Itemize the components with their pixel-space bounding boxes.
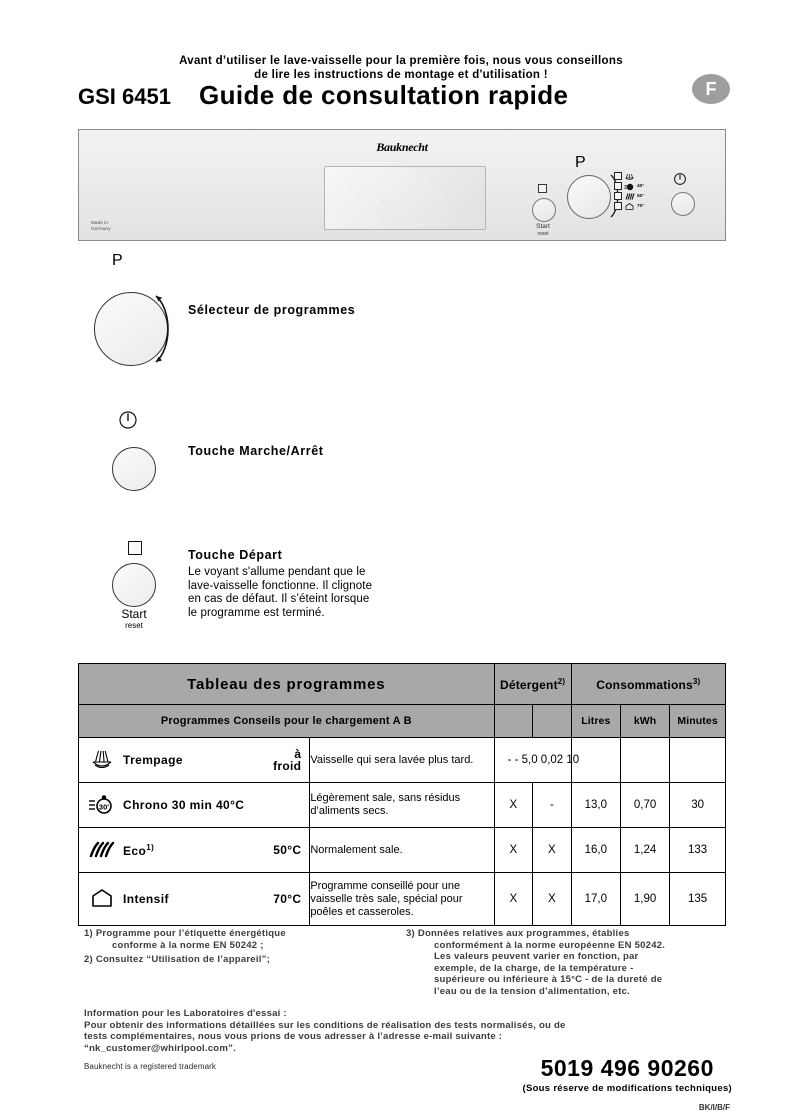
programme-name-label: Eco: [123, 843, 147, 858]
cell-detergent-a: X: [494, 873, 533, 926]
pot-icon: [85, 887, 119, 911]
cell-advice: Normalement sale.: [310, 828, 494, 873]
table-row: [79, 873, 726, 926]
cell-kwh: 0,70: [620, 783, 669, 828]
selector-cap-letter: P: [112, 252, 123, 269]
brand-logo: Bauknecht: [376, 140, 428, 154]
cell-minutes: 135: [670, 873, 726, 926]
header-detergent-a: [494, 705, 533, 738]
eco-hatch-icon: [624, 192, 635, 201]
footnote-3-line-1: 3) Données relatives aux programmes, établies: [406, 928, 630, 939]
model-code: GSI 6451: [78, 84, 171, 109]
selector-rotation-arrow-icon: [152, 290, 178, 368]
cell-litres: 16,0: [571, 828, 620, 873]
footnote-3: [406, 928, 736, 997]
control-panel-illustration: [78, 129, 726, 241]
clock-30-icon: [624, 182, 635, 191]
cell-kwh: 1,24: [620, 828, 669, 873]
legend-selector-cap: [112, 252, 123, 270]
cell-detergent-a: X: [494, 828, 533, 873]
cell-litres: 17,0: [571, 873, 620, 926]
header-consumption-footnote: 3): [692, 676, 701, 686]
cell-advice: Légèrement sale, sans résidus d’aliments secs.: [310, 783, 494, 828]
legend-start-body: [188, 566, 508, 620]
document-code-note: (Sous réserve de modifications techniques): [522, 1083, 732, 1094]
footnote-1: [84, 928, 384, 951]
footnote-2: 2) Consultez “Utilisation de l’appareil”;: [84, 954, 271, 965]
cell-detergent-b: X: [533, 828, 572, 873]
footnotes-right: [406, 928, 736, 1000]
legend-start-body-line-2: lave-vaisselle fonctionne. Il clignote: [188, 579, 373, 592]
header-minutes: Minutes: [670, 705, 726, 738]
led-temp-chrono: 40°: [637, 183, 645, 189]
lab-info-line-2: Pour obtenir des informations détaillées sur les conditions de réalisation des tests normalisés, ou de: [84, 1019, 566, 1031]
cell-detergent-a: X: [494, 783, 533, 828]
trademark-text: Bauknecht is a registered trademark: [84, 1062, 217, 1071]
led-box-icon: [614, 172, 622, 180]
table-header-row-sub: [79, 705, 726, 738]
programme-name: Intensif: [123, 892, 169, 906]
title-row: [78, 80, 738, 111]
led-box-icon: [614, 192, 622, 200]
cell-detergent-b: X: [533, 873, 572, 926]
programme-name: Trempage: [123, 753, 183, 767]
power-icon: [673, 172, 687, 186]
header-consumption-label: Consommations: [596, 677, 693, 692]
legend-start-label-main: Start: [121, 607, 147, 621]
start-indicator-led-icon: [538, 184, 547, 193]
led-box-icon: [614, 182, 622, 190]
cell-litres: 13,0: [571, 783, 620, 828]
legend-start-body-line-3: en cas de défaut. Il s’éteint lorsque: [188, 593, 370, 605]
intro-line-2: de lire les instructions de montage et d'utilisation !: [254, 69, 548, 81]
language-badge: F: [692, 74, 730, 104]
led-row-rinse: [614, 171, 680, 181]
cell-minutes: 30: [670, 783, 726, 828]
led-temp-intensif: 70°: [637, 203, 645, 209]
cell-minutes: 133: [670, 828, 726, 873]
eco-hatch-icon: [85, 839, 119, 861]
programme-temperature: [273, 893, 301, 905]
legend-start-title: Touche Départ: [188, 548, 283, 562]
start-indicator-led-icon: [128, 541, 142, 555]
panel-start-label-sub: reset: [537, 231, 549, 237]
programme-temperature-line-2: 50°C: [273, 843, 302, 857]
programme-temperature-line-2: froid: [273, 759, 302, 773]
header-programmes-advice: Programmes Conseils pour le chargement A B: [79, 705, 495, 738]
legend-start-body-line-1: Le voyant s'allume pendant que le: [188, 566, 366, 578]
header-detergent-label: Détergent: [499, 677, 558, 692]
panel-start-label-main: Start: [536, 223, 550, 230]
panel-start-label: [520, 223, 566, 238]
programme-name: Chrono 30 min 40°C: [123, 798, 245, 812]
legend-onoff-button[interactable]: [112, 447, 156, 491]
cell-programme: [79, 828, 310, 873]
pot-icon: [624, 202, 635, 211]
panel-start-button[interactable]: [532, 198, 556, 222]
footnotes-left: [84, 928, 384, 969]
panel-programme-knob[interactable]: [567, 175, 611, 219]
programme-temperature-line-2: 70°C: [273, 892, 302, 906]
footnote-3-line-5: supérieure ou inférieure à 15°C - de la dureté de: [434, 974, 663, 985]
programme-temperature: [273, 748, 301, 772]
legend-start-label-sub: reset: [125, 621, 143, 630]
table-row: [79, 738, 726, 783]
footnote-3-line-4: exemple, de la charge, de la température -: [434, 962, 634, 974]
lab-info-line-3: tests complémentaires, nous vous prions de vous adresser à l’adresse e-mail suivante :: [84, 1031, 503, 1042]
page-title: Guide de consultation rapide: [198, 80, 569, 110]
header-consumption: [571, 664, 725, 705]
cell-advice: Programme conseillé pour une vaisselle très sale, spécial pour poêles et casseroles.: [310, 873, 494, 926]
programme-name-footnote: 1): [146, 842, 155, 852]
cell-kwh: 1,90: [620, 873, 669, 926]
panel-display-window: [324, 166, 486, 230]
led-row-eco: [614, 191, 680, 201]
document-code-block: [522, 1055, 732, 1094]
clock-30-icon: [85, 794, 119, 816]
programme-table: [78, 663, 726, 926]
lab-info-line-4: “nk_customer@whirlpool.com”.: [84, 1042, 236, 1054]
programme-temperature-line-1: à: [294, 747, 302, 761]
legend-selector-title: Sélecteur de programmes: [188, 303, 356, 317]
spray-basket-icon: [624, 172, 635, 181]
footnote-1-line-2: conforme à la norme EN 50242 ;: [112, 939, 264, 951]
lab-info-line-1: Information pour les Laboratoires d'essai :: [84, 1008, 287, 1019]
cell-overflow-values: - - 5,0 0,02 10: [494, 738, 571, 783]
table-row: [79, 828, 726, 873]
made-in-line-1: Made in: [91, 220, 109, 225]
header-kwh: kWh: [620, 705, 669, 738]
made-in-line-2: Germany: [91, 226, 111, 231]
legend-onoff-title: Touche Marche/Arrêt: [188, 444, 324, 458]
cell-programme: [79, 873, 310, 926]
table-row: [79, 783, 726, 828]
panel-power-button[interactable]: [671, 192, 695, 216]
header-detergent: [494, 664, 571, 705]
header-litres: Litres: [571, 705, 620, 738]
footnote-3-line-3: Les valeurs peuvent varier en fonction, par: [434, 951, 639, 962]
footnote-3-line-6: l’eau ou de la tension d’alimentation, etc.: [434, 985, 631, 997]
cell-programme: [79, 783, 310, 828]
spray-basket-icon: [85, 749, 119, 771]
legend-start-button-label: [106, 608, 162, 632]
programme-name: [119, 843, 273, 858]
legend-start-body-line-4: le programme est terminé.: [188, 606, 325, 619]
legend-start-button[interactable]: [112, 563, 156, 607]
cell-detergent-b: -: [533, 783, 572, 828]
header-detergent-footnote: 2): [557, 676, 566, 686]
panel-selector-letter: P: [575, 154, 587, 171]
table-title: Tableau des programmes: [79, 664, 495, 705]
power-icon: [118, 410, 138, 430]
header-detergent-b: [533, 705, 572, 738]
led-row-chrono: [614, 181, 680, 191]
footnote-3-line-2: conformément à la norme européenne EN 50242.: [434, 939, 666, 951]
led-temp-eco: 50°: [637, 193, 645, 199]
led-box-icon: [614, 202, 622, 210]
programme-temperature: [273, 844, 301, 856]
document-code: 5019 496 90260: [540, 1055, 714, 1081]
cell-kwh: [620, 738, 669, 783]
cell-advice: Vaisselle qui sera lavée plus tard.: [310, 738, 494, 783]
cell-programme: [79, 738, 310, 783]
table-header-row-top: [79, 664, 726, 705]
footnote-1-line-1: 1) Programme pour l’étiquette énergétique: [84, 928, 286, 939]
lab-info-block: [84, 1008, 734, 1054]
cell-minutes: [670, 738, 726, 783]
corner-mark: BK/I/B/F: [698, 1103, 730, 1112]
intro-line-1: Avant d’utiliser le lave-vaisselle pour la première fois, nous vous conseillons: [179, 55, 623, 67]
svg-text:30': 30': [98, 802, 110, 812]
made-in-text: [91, 220, 111, 232]
